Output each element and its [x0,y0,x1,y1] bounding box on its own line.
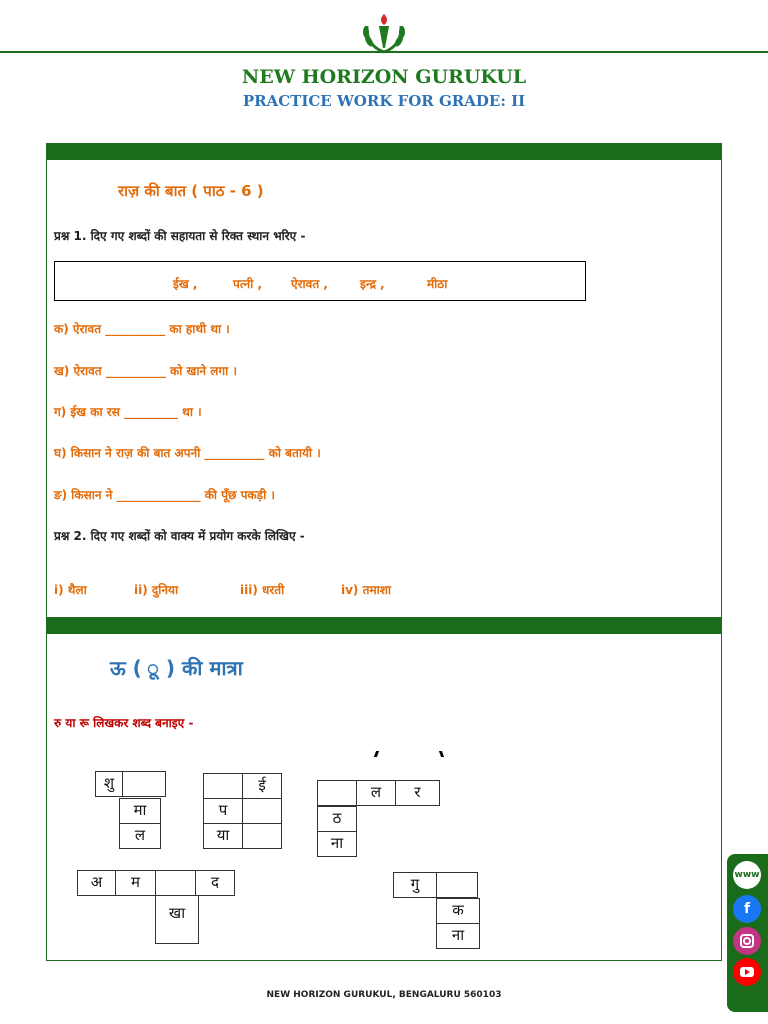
puzzle-cell: र [395,780,440,806]
puzzle-cell: प [203,798,243,824]
puzzle-cell: खा [155,895,199,944]
grade-line: PRACTICE WORK FOR GRADE: II [242,92,526,110]
puzzle-cell: ल [119,823,161,849]
fill-item-ka: क) ऐरावत __________ का हाथी था । [54,322,230,336]
footer-text: NEW HORIZON GURUKUL, BENGALURU 560103 [266,990,502,1000]
fill-item-gha: घ) किसान ने राज़ की बात अपनी __________ को बतायी । [54,446,321,460]
puzzle-blank-cell[interactable] [242,798,282,824]
puzzle-cell: ठ [317,806,357,832]
school-logo-icon [358,12,410,54]
puzzle-cell: क [436,898,480,924]
globe-icon[interactable]: www [733,861,761,889]
fill-item-nga: ङ) किसान ने ______________ की पूँछ पकड़ी । [54,488,275,502]
question-1: प्रश्न 1. दिए गए शब्दों की सहायता से रिक्त स्थान भरिए - [54,229,306,243]
fill-item-kha: ख) ऐरावत __________ को खाने लगा । [54,364,237,378]
puzzle-cell: अ [77,870,116,896]
puzzle-cell: ना [317,831,357,857]
facebook-icon[interactable]: f [733,895,761,923]
puzzle-cell: शु [95,771,123,797]
puzzle-cell: द [195,870,235,896]
use-word-2: ii) दुनिया [134,583,179,597]
chapter-section [46,143,722,618]
puzzle-cell: म [115,870,156,896]
use-word-3: iii) धरती [240,583,285,597]
word-bank-item: मीठा [427,277,448,291]
puzzle-cell: गु [393,872,437,898]
word-bank-item: ईख , [173,277,198,291]
section-bar [47,144,721,160]
puzzle-blank-cell[interactable] [242,823,282,849]
matra-title: ऊ ( ू ) की मात्रा [110,656,243,680]
question-2: प्रश्न 2. दिए गए शब्दों को वाक्य में प्रयोग करके लिखिए - [54,529,305,543]
word-bank-item: इन्द्र , [360,277,385,291]
word-bank-item: ऐरावत , [291,277,328,291]
chapter-title: राज़ की बात ( पाठ - 6 ) [118,182,264,200]
fill-item-ga: ग) ईख का रस _________ था । [54,405,202,419]
puzzle-cell: मा [119,798,161,824]
youtube-icon[interactable] [733,958,761,986]
puzzle-blank-cell[interactable] [203,773,243,799]
instagram-icon[interactable] [733,927,761,955]
puzzle-cell: ना [436,923,480,949]
puzzle-blank-cell[interactable] [122,771,166,797]
puzzle-blank-cell[interactable] [436,872,478,898]
word-bank-item: पत्नी , [233,277,263,291]
use-word-4: iv) तमाशा [341,583,391,597]
matra-instruction: रु या रू लिखकर शब्द बनाइए - [54,716,194,730]
puzzle-blank-cell[interactable] [317,780,357,806]
header-divider [0,51,768,53]
word-bank-box [54,261,586,301]
school-name: NEW HORIZON GURUKUL [241,66,527,88]
section-bar [47,618,721,634]
puzzle-cell: ल [356,780,396,806]
use-word-1: i) थैला [54,583,87,597]
puzzle-cell: या [203,823,243,849]
puzzle-cell: ई [242,773,282,799]
puzzle-blank-cell[interactable] [155,870,196,896]
